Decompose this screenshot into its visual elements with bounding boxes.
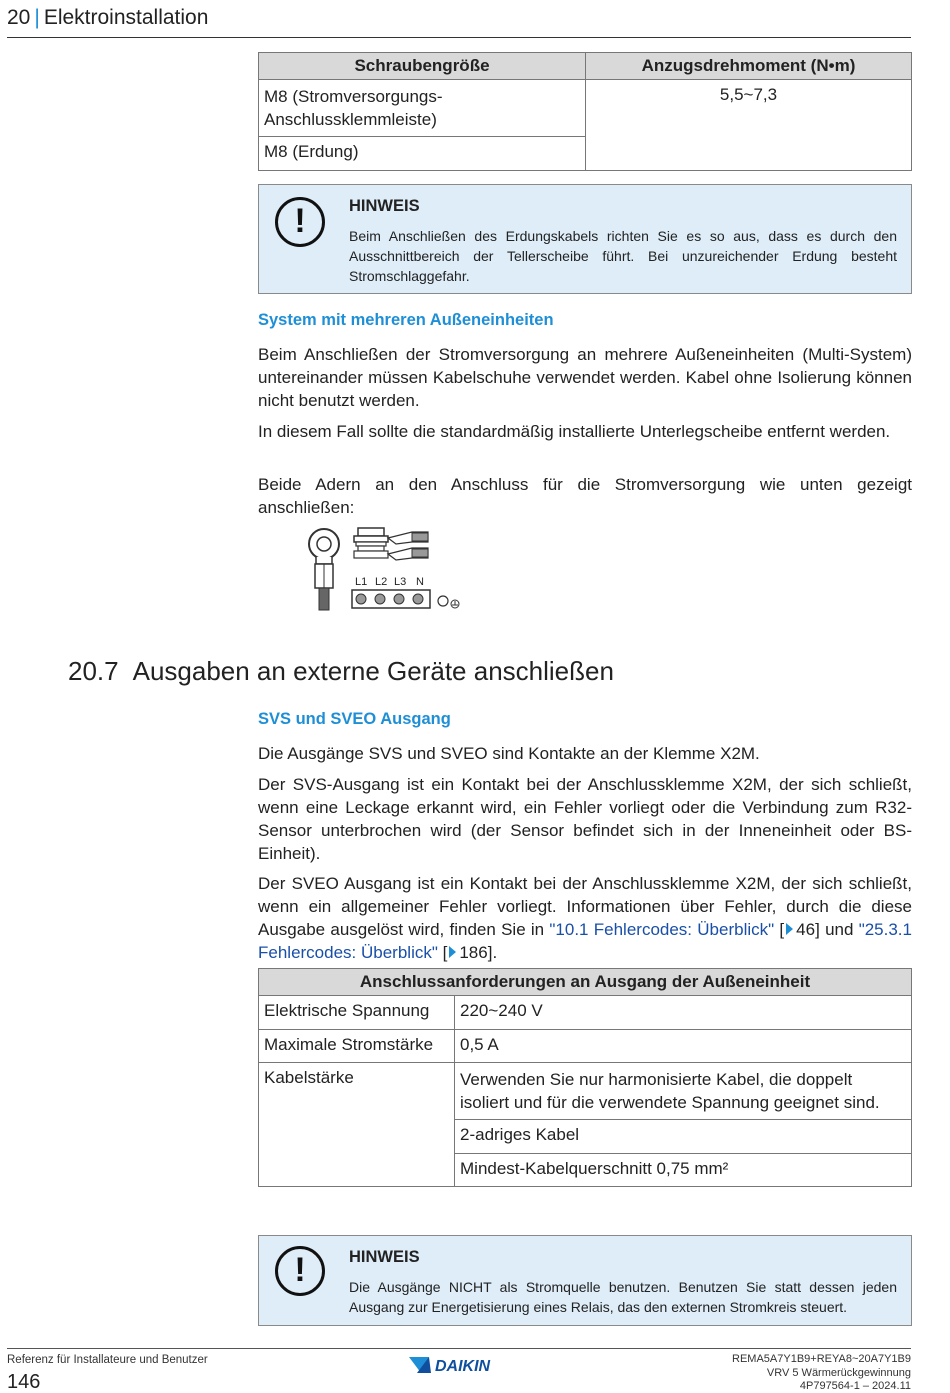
torque-table-wrap xyxy=(258,52,912,171)
paragraph-svs-3-text: Der SVEO Ausgang ist ein Kontakt bei der Anschlussklemme X2M, der sich schließt, wenn ein allgemeiner Fehler vorliegt. Informationen über Fehler, durch die diese Ausgabe ausgelöst wird, finden Sie in xyxy=(258,874,912,939)
footer-doc-type: Referenz für Installateure und Benutzer xyxy=(7,1354,208,1366)
notice-grounding xyxy=(258,184,912,294)
section-heading xyxy=(68,656,614,687)
header-divider: | xyxy=(34,6,40,29)
req-value-voltage: 220~240 V xyxy=(455,996,912,1030)
notice-title: HINWEIS xyxy=(349,1248,420,1266)
page-header xyxy=(7,6,911,38)
terminal-label-l3: L3 xyxy=(394,576,407,588)
subheading-svs: SVS und SVEO Ausgang xyxy=(258,710,451,728)
req-label-cable: Kabelstärke xyxy=(259,1063,455,1187)
req-value-cable-harmonized: Verwenden Sie nur harmonisierte Kabel, die doppelt isoliert und für die verwendete Spannung geeignet sind. xyxy=(455,1063,912,1120)
daikin-logo xyxy=(407,1354,517,1376)
paragraph-multi-3: Beide Adern an den Anschluss für die Stromversorgung wie unten gezeigt anschließen: xyxy=(258,475,912,517)
exclamation-icon: ! xyxy=(275,1246,325,1296)
torque-table xyxy=(258,52,912,171)
torque-col-screw: Schraubengröße xyxy=(259,53,586,80)
torque-col-torque: Anzugsdrehmoment (N•m) xyxy=(586,53,912,80)
and-text: und xyxy=(825,920,854,939)
req-value-current: 0,5 A xyxy=(455,1030,912,1063)
requirements-table-header: Anschlussanforderungen an Ausgang der Außeneinheit xyxy=(259,969,912,996)
page-footer xyxy=(7,1348,911,1393)
footer-doc-number: 4P797564-1 – 2024.11 xyxy=(799,1380,911,1392)
req-value-cable-cores: 2-adriges Kabel xyxy=(455,1120,912,1154)
page-number: 146 xyxy=(7,1371,41,1393)
ring-terminal-icon xyxy=(309,529,339,610)
page-ref-arrow-icon xyxy=(449,946,456,958)
link-fehlercodes-10-1[interactable]: "10.1 Fehlercodes: Überblick" xyxy=(549,920,775,939)
req-label-current: Maximale Stromstärke xyxy=(259,1030,455,1063)
requirements-table-wrap xyxy=(258,968,912,1187)
daikin-logo-text: DAIKIN xyxy=(435,1358,491,1375)
req-label-voltage: Elektrische Spannung xyxy=(259,996,455,1030)
paragraph-multi-2: In diesem Fall sollte die standardmäßig installierte Unterlegscheibe entfernt werden. xyxy=(258,422,891,441)
section-number: 20.7 xyxy=(68,656,119,686)
exclamation-icon: ! xyxy=(275,197,325,247)
terminal-label-n: N xyxy=(416,576,424,588)
notice-text: Die Ausgänge NICHT als Stromquelle benutzen. Benutzen Sie statt dessen jeden Ausgang zur Energetisierung eines Relais, das den externen Stromkreis steuert. xyxy=(349,1279,897,1315)
paragraph-svs-1: Die Ausgänge SVS und SVEO sind Kontakte an der Klemme X2M. xyxy=(258,744,760,763)
link-fehlercodes-25-3-1[interactable]: "25.3.1 Fehlercodes: Überblick" xyxy=(258,920,912,962)
torque-value: 5,5~7,3 xyxy=(586,80,912,171)
paragraph-multi-1: Beim Anschließen der Stromversorgung an mehrere Außeneinheiten (Multi-System) untereinander müssen Kabelschuhe verwendet werden. Kabel ohne Isolierung können nicht benutzt werden. xyxy=(258,345,912,410)
req-value-cable-section: Mindest-Kabelquerschnitt 0,75 mm² xyxy=(455,1154,912,1187)
terminal-block-icon xyxy=(352,576,430,608)
subheading-multi: System mit mehreren Außeneinheiten xyxy=(258,311,554,329)
notice-outputs xyxy=(258,1235,912,1326)
notice-text: Beim Anschließen des Erdungskabels richten Sie es so aus, dass es durch den Ausschnittbereich der Tellerscheibe führt. Bei unzureichender Erdung besteht Stromschlaggefahr. xyxy=(349,228,897,284)
torque-row-ground: M8 (Erdung) xyxy=(259,137,586,171)
page-ref-46: 46 xyxy=(796,920,816,939)
torque-row-supply: M8 (Stromversorgungs-Anschlussklemmleiste) xyxy=(259,80,586,137)
footer-product: VRV 5 Wärmerückgewinnung xyxy=(766,1366,911,1379)
footer-model: REMA5A7Y1B9+REYA8~20A7Y1B9 xyxy=(732,1353,911,1365)
page-ref-arrow-icon xyxy=(786,923,793,935)
section-title: Ausgaben an externe Geräte anschließen xyxy=(132,656,614,686)
paragraph-svs-3: Der SVEO Ausgang ist ein Kontakt bei der Anschlussklemme X2M, der sich schließt, wenn ein allgemeiner Fehler vorliegt. Informationen über Fehler, durch die diese Ausgabe ausgelöst wird, finden Sie in "10.1 Fehlercodes: Überblick" [ 46] und "25.3.1 Fehlercodes: Überblick" [ 186]. xyxy=(258,874,912,962)
paragraph-svs-2: Der SVS-Ausgang ist ein Kontakt bei der Anschlussklemme X2M, der sich schließt, wenn eine Leckage erkannt wird, ein Fehler vorliegt oder die Verbindung zum R32-Sensor unterbrochen wird (der Sensor befindet sich in der Inneneinheit oder BS-Einheit). xyxy=(258,775,912,863)
notice-title: HINWEIS xyxy=(349,197,420,215)
screw-washer-icon xyxy=(354,528,428,560)
footer-right xyxy=(732,1353,911,1393)
chapter-number: 20 xyxy=(7,6,31,29)
ground-screw-icon xyxy=(438,596,459,608)
chapter-title: Elektroinstallation xyxy=(43,6,209,29)
cable-lug-figure xyxy=(300,524,470,614)
terminal-label-l1: L1 xyxy=(355,576,368,588)
page-ref-186: 186 xyxy=(459,943,488,962)
requirements-table xyxy=(258,968,912,1187)
terminal-label-l2: L2 xyxy=(375,576,388,588)
